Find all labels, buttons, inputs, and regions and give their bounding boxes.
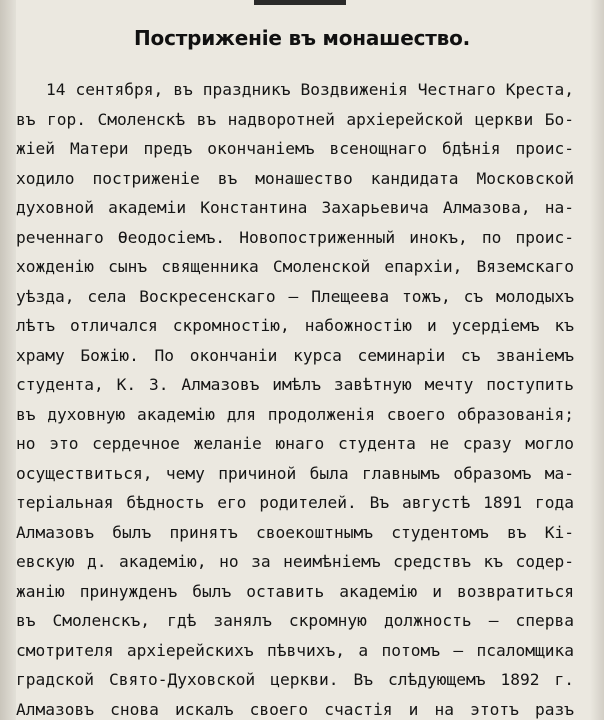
body-line: реченнаго Ѳеодосіемъ. Новопостриженный инокъ, по проис- xyxy=(16,227,574,247)
top-separator-rule xyxy=(254,0,346,5)
body-line: смотрителя архіерейскихъ пѣвчихъ, а потомъ — псаломщика xyxy=(16,640,574,660)
article-title: Постриженіе въ монашество. xyxy=(133,26,471,50)
body-line: Алмазовъ снова искалъ своего счастія и на этотъ разъ xyxy=(16,699,574,719)
body-line: хожденію сынъ священника Смоленской епархіи, Вяземскаго xyxy=(16,257,574,276)
body-line: въ духовную академію для продолженія своего образованія; xyxy=(16,404,574,424)
body-line: но это сердечное желаніе юнаго студента не сразу могло xyxy=(16,434,574,453)
body-line: уѣзда, села Воскресенскаго — Плещеева тожъ, съ молодыхъ xyxy=(16,286,574,306)
body-line: евскую д. академію, но за неимѣніемъ средствъ къ содер- xyxy=(16,552,574,571)
body-line: ходило постриженіе въ монашество кандидата Московской xyxy=(16,168,574,188)
article-body xyxy=(16,75,574,720)
body-line: въ Смоленскъ, гдѣ занялъ скромную должность — сперва xyxy=(16,611,574,630)
body-line: теріальная бѣдность его родителей. Въ августѣ 1891 года xyxy=(16,493,574,512)
body-line: жанію принужденъ былъ оставить академію и возвратиться xyxy=(16,581,574,601)
body-line: лѣтъ отличался скромностію, набожностію и усердіемъ къ xyxy=(16,316,574,335)
body-line: храму Божію. По окончаніи курса семинаріи съ званіемъ xyxy=(16,345,574,365)
body-line: студента, К. З. Алмазовъ имѣлъ завѣтную мечту поступить xyxy=(16,375,574,394)
body-line: Алмазовъ былъ принятъ своекоштнымъ студентомъ въ Кі- xyxy=(16,522,574,542)
body-line: осуществиться, чему причиной была главнымъ образомъ ма- xyxy=(16,463,574,483)
body-line: градской Свято-Духовской церкви. Въ слѣдующемъ 1892 г. xyxy=(16,670,574,689)
body-line: въ гор. Смоленскѣ въ надворотней архіерейской церкви Бо- xyxy=(16,109,574,129)
body-line: духовной академіи Константина Захарьевича Алмазова, на- xyxy=(16,198,574,217)
page-gutter xyxy=(0,0,16,720)
page-edge xyxy=(590,0,604,720)
body-line: 14 сентября, въ праздникъ Воздвиженія Честнаго Креста, xyxy=(46,80,574,99)
body-line: жіей Матери предъ окончаніемъ всенощнаго бдѣнія проис- xyxy=(16,139,574,158)
